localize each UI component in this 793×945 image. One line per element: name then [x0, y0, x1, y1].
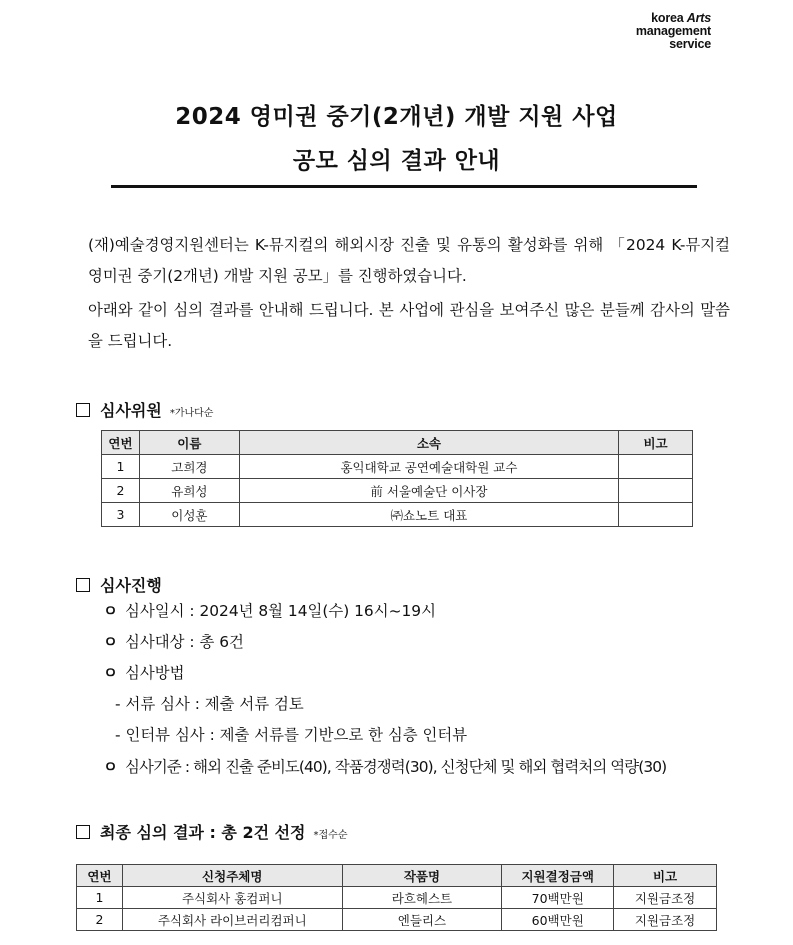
table-row [77, 909, 717, 931]
table-row [102, 503, 693, 527]
table-cell [619, 503, 693, 527]
table-header-row [77, 865, 717, 887]
table-cell: 1 [102, 455, 140, 479]
intro-paragraph-1: (재)예술경영지원센터는 K-뮤지컬의 해외시장 진출 및 유통의 활성화를 위해 「2024 K-뮤지컬 영미권 중기(2개년) 개발 지원 공모」를 진행하였습니다. [88, 236, 730, 285]
kams-logo [636, 12, 711, 51]
table-row [102, 479, 693, 503]
process-item-text: 심사방법 [125, 664, 185, 682]
judges-table [101, 430, 693, 527]
section-result-note: *접수순 [313, 830, 348, 841]
table-cell [619, 455, 693, 479]
table-cell: 홍익대학교 공연예술대학원 교수 [239, 455, 618, 479]
process-subitem-doc: - 서류 심사 : 제출 서류 검토 [115, 695, 304, 713]
table-cell: 유희성 [139, 479, 239, 503]
table-cell: 2 [77, 909, 123, 931]
table-cell: 前 서울예술단 이사장 [239, 479, 618, 503]
col-header: 이름 [139, 431, 239, 455]
logo-text-korea: korea [651, 11, 687, 25]
process-item-text: 심사대상 : 총 6건 [125, 633, 244, 651]
document-title-line2: 공모 심의 결과 안내 [292, 148, 501, 174]
table-header-row [102, 431, 693, 455]
table-row [102, 455, 693, 479]
table-cell: 라흐헤스트 [342, 887, 502, 909]
checkbox-square-icon [76, 578, 90, 592]
process-item-text: 심사기준 : 해외 진출 준비도(40), 작품경쟁력(30), 신청단체 및 해외 협력처의 역량(30) [125, 758, 667, 776]
section-process-heading: 심사진행 [100, 576, 162, 595]
table-cell: 고희경 [139, 455, 239, 479]
process-item-method [103, 663, 184, 683]
result-table [76, 864, 717, 931]
process-item-criteria [103, 757, 666, 777]
col-header: 신청주체명 [122, 865, 342, 887]
section-judges [76, 398, 213, 421]
process-item-text: 심사일시 : 2024년 8월 14일(수) 16시~19시 [125, 602, 436, 620]
logo-text-arts: Arts [686, 11, 711, 25]
table-cell: 지원금조정 [614, 909, 717, 931]
col-header: 연번 [77, 865, 123, 887]
bullet-circle-icon: ㅇ [103, 664, 118, 682]
logo-text-service: service [669, 37, 711, 51]
table-cell: 60백만원 [502, 909, 614, 931]
process-item-target [103, 632, 244, 652]
section-judges-heading: 심사위원 [100, 401, 162, 420]
col-header: 지원결정금액 [502, 865, 614, 887]
col-header: 소속 [239, 431, 618, 455]
col-header: 연번 [102, 431, 140, 455]
table-row [77, 887, 717, 909]
table-cell: 1 [77, 887, 123, 909]
table-cell: 3 [102, 503, 140, 527]
table-cell: 엔들리스 [342, 909, 502, 931]
table-cell [619, 479, 693, 503]
process-subitem-interview: - 인터뷰 심사 : 제출 서류를 기반으로 한 심층 인터뷰 [115, 726, 468, 744]
bullet-circle-icon: ㅇ [103, 602, 118, 620]
section-judges-note: *가나다순 [169, 408, 214, 419]
document-title-line1: 2024 영미권 중기(2개년) 개발 지원 사업 [175, 104, 618, 130]
intro-paragraph-2: 아래와 같이 심의 결과를 안내해 드립니다. 본 사업에 관심을 보여주신 많은 분들께 감사의 말씀을 드립니다. [88, 301, 730, 350]
table-cell: 주식회사 라이브러리컴퍼니 [122, 909, 342, 931]
col-header: 비고 [614, 865, 717, 887]
bullet-circle-icon: ㅇ [103, 758, 117, 776]
logo-text-management: management [635, 24, 711, 38]
checkbox-square-icon [76, 403, 90, 417]
col-header: 비고 [619, 431, 693, 455]
process-item-date [103, 601, 436, 621]
section-result [76, 820, 348, 843]
checkbox-square-icon [76, 825, 90, 839]
col-header: 작품명 [342, 865, 502, 887]
table-cell: 70백만원 [502, 887, 614, 909]
table-cell: 2 [102, 479, 140, 503]
table-cell: 이성훈 [139, 503, 239, 527]
table-cell: ㈜쇼노트 대표 [239, 503, 618, 527]
bullet-circle-icon: ㅇ [103, 633, 118, 651]
section-result-heading: 최종 심의 결과 : 총 2건 선정 [100, 823, 306, 842]
title-divider [111, 185, 697, 188]
section-process [76, 573, 162, 596]
table-cell: 주식회사 홍컴퍼니 [122, 887, 342, 909]
table-cell: 지원금조정 [614, 887, 717, 909]
